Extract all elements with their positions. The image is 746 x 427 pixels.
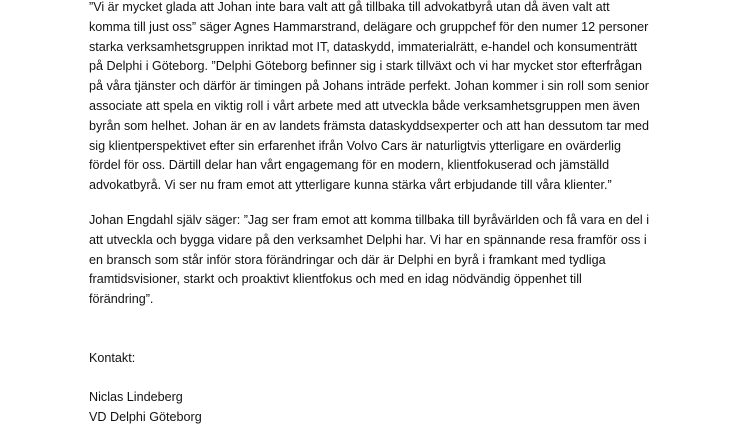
paragraph-spacer — [89, 196, 679, 211]
paragraph-line: komma till just oss” säger Agnes Hammarstrand, delägare och gruppchef för den numer 12 personer — [89, 19, 649, 34]
paragraph-line: en bransch som står inför stora förändringar och där är Delphi en byrå i framkant med tydliga — [89, 252, 606, 267]
paragraph-line: Johan Engdahl själv säger: ”Jag ser fram emot att komma tillbaka till byråvärlden och få vara en del i — [89, 212, 649, 227]
document-page — [89, 0, 679, 427]
paragraph-line: förändring”. — [89, 292, 154, 307]
paragraph-line: sig klientperspektivet efter sin erfarenhet ifrån Volvo Cars är naturligtvis ytterligare en ovärderlig — [89, 138, 621, 153]
contact-title: VD Delphi Göteborg — [89, 409, 202, 424]
paragraph-spacer — [89, 369, 679, 388]
paragraph-line: på Delphi i Göteborg. ”Delphi Göteborg befinner sig i stark tillväxt och vi har mycket stor efterfrågan — [89, 59, 642, 74]
paragraph-line: på våra tjänster och därför är timingen på Johans inträde perfekt. Johan kommer i sin roll som senior — [89, 79, 649, 94]
contact-name: Niclas Lindeberg — [89, 389, 183, 404]
paragraph-line: ”Vi är mycket glada att Johan inte bara valt att gå tillbaka till advokatbyrå utan då även valt att — [89, 0, 610, 14]
quote-paragraph-hammarstrand — [89, 0, 679, 196]
contact-heading — [89, 349, 679, 369]
paragraph-line: associate att spela en viktig roll i vårt arbete med att utveckla både verksamhetsgruppen men även — [89, 98, 640, 113]
contact-heading-text: Kontakt: — [89, 350, 136, 365]
contact-block — [89, 388, 679, 427]
paragraph-line: att utveckla och bygga vidare på den verksamhet Delphi har. Vi har en spännande resa framför oss i — [89, 232, 647, 247]
paragraph-line: byrån som helhet. Johan är en av landets främsta dataskyddsexperter och att han dessutom tar med — [89, 118, 650, 133]
paragraph-spacer — [89, 310, 679, 349]
quote-paragraph-engdahl — [89, 211, 679, 310]
paragraph-line: framtidsvisioner, starkt och proaktivt klientfokus och med en idag nödvändig öppenhet till — [89, 272, 582, 287]
paragraph-line: advokatbyrå. Vi ser nu fram emot att ytterligare kunna stärka vårt erbjudande till våra klienter.” — [89, 178, 612, 193]
paragraph-line: fördel för oss. Därtill delar han vårt engagemang för en modern, klientfokuserad och jämställd — [89, 158, 610, 173]
paragraph-line: starka verksamhetsgruppen inriktad mot IT, dataskydd, immaterialrätt, e-handel och konsumenträtt — [89, 39, 638, 54]
